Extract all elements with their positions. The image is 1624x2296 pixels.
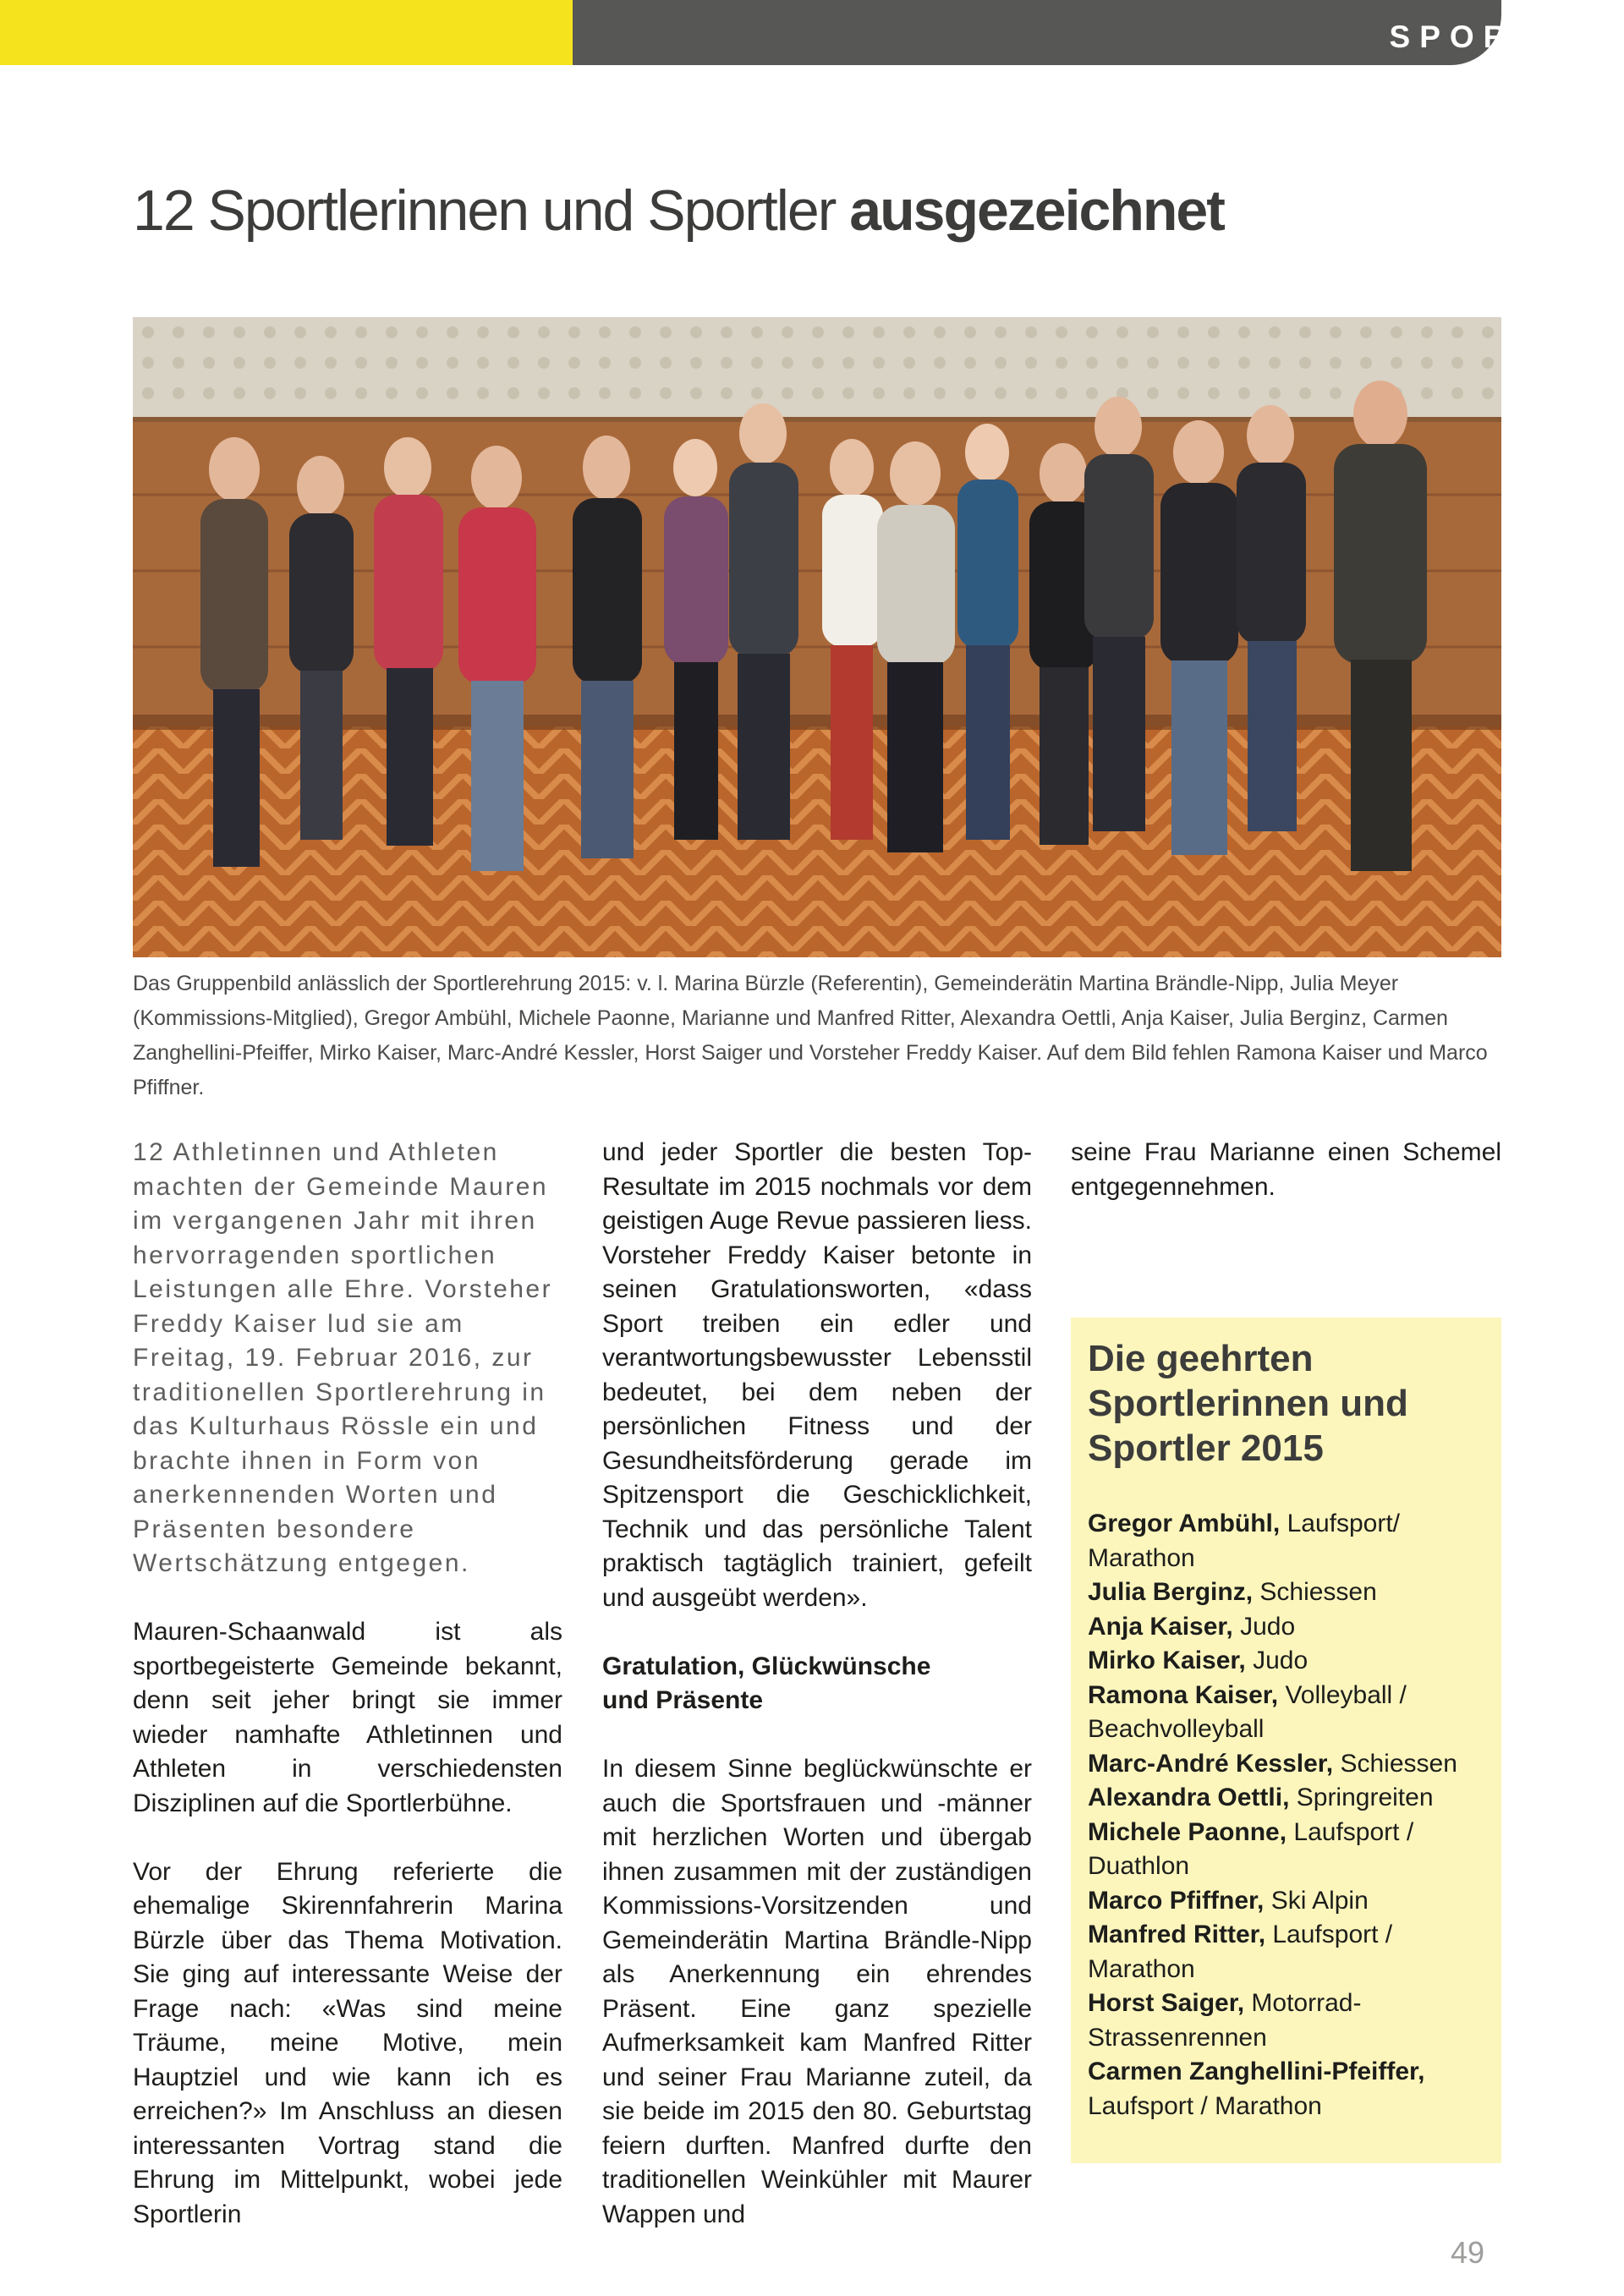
honoree-sport: Springreiten [1296, 1784, 1434, 1811]
section-label: SPORT [1389, 19, 1544, 54]
honoree-sport: Judo [1240, 1612, 1296, 1641]
lead-paragraph: 12 Athletinnen und Athleten machten der Gemeinde Mauren im vergangenen Jahr mit ihren hervorragenden sportlichen Leistungen alle Ehre. Vorsteher Freddy Kaiser lud sie am Freitag, 19. Februar 2016, zur traditionellen Sportlerehrung in das Kulturhaus Rössle ein und brachte ihnen in Form von anerkennenden Worten und Präsenten besondere Wertschätzung entgegen. [133, 1138, 553, 1577]
honoree-name: Marco Pfiffner, [1088, 1886, 1265, 1915]
title-bold: ausgezeichnet [849, 178, 1224, 243]
body-paragraph-5: seine Frau Marianne einen Schemel entgegennehmen. [1071, 1138, 1501, 1201]
header-section-bar [573, 0, 1501, 65]
subheading-line-1: Gratulation, Glückwünsche [602, 1652, 931, 1680]
body-paragraph-3: und jeder Sportler die besten Top-Resultate im 2015 nochmals vor dem geistigen Auge Revue passieren liess. Vorsteher Freddy Kaiser betonte in seinen Gratulationsworten, «dass Sport treiben ein edler und verantwortungsbewusster Lebensstil bedeutet, bei dem neben der persönlichen Fitness und der Gesundheitsförderung gerade im Spitzensport die Geschicklichkeit, Technik und das persönliche Talent praktisch tagtäglich trainiert, gefeilt und ausgeübt werden». [602, 1138, 1032, 1612]
honoree-name: Gregor Ambühl, [1088, 1510, 1281, 1537]
article-title [133, 178, 1224, 244]
subheading-line-2: und Präsente [602, 1686, 764, 1714]
honorees-list [1088, 1507, 1485, 2123]
body-paragraph-4: In diesem Sinne beglückwünschte er auch die Sportsfrauen und -männer mit herzlichen Worten und übergab ihnen zusammen mit der zuständigen Kommissions-Vorsitzenden und Gemeinderätin Martina Brändle-Nipp als Anerkennung ein ehrendes Präsent. Eine ganz spezielle Aufmerksamkeit kam Manfred Ritter und seiner Frau Marianne zuteil, da sie beide im 2015 den 80. Geburtstag feiern durften. Manfred durfte den traditionellen Weinkühler mit Maurer Wappen und [602, 1755, 1032, 2228]
honoree-sport: Laufsport / Marathon [1088, 2091, 1322, 2120]
honoree-item [1088, 1986, 1485, 2055]
honoree-name: Ramona Kaiser, [1088, 1680, 1279, 1709]
honoree-name: Anja Kaiser, [1088, 1612, 1233, 1641]
honorees-title: Die geehrten Sportlerinnen und Sportler 2015 [1088, 1338, 1408, 1469]
honoree-item [1088, 1644, 1485, 1679]
honoree-name: Horst Saiger, [1088, 1989, 1245, 2017]
honoree-item [1088, 1679, 1485, 1747]
honoree-item [1088, 1747, 1485, 1782]
honoree-sport: Volleyball / Beachvolleyball [1088, 1680, 1407, 1743]
honoree-name: Alexandra Oettli, [1088, 1784, 1290, 1811]
honoree-item [1088, 1507, 1485, 1575]
title-regular: 12 Sportlerinnen und Sportler [133, 178, 836, 243]
honoree-name: Julia Berginz, [1088, 1578, 1254, 1606]
body-paragraph-2: Vor der Ehrung referierte die ehemalige Skirennfahrerin Marina Bürzle über das Thema Motivation. Sie ging auf interessante Weise der Frage nach: «Was sind meine Träume, meine Motive, mein Hauptziel und wie kann ich es erreichen?» Im Anschluss an diesen interessanten Vortrag stand die Ehrung im Mittelpunkt, wobei jede Sportlerin [133, 1857, 562, 2228]
column-1 [133, 1136, 562, 2266]
honoree-sport: Laufsport/ Marathon [1088, 1510, 1400, 1572]
honoree-item [1088, 1884, 1485, 1919]
honoree-name: Mirko Kaiser, [1088, 1647, 1246, 1674]
honoree-item [1088, 1575, 1485, 1610]
honoree-sport: Laufsport / Marathon [1088, 1921, 1393, 1983]
honoree-sport: Schiessen [1259, 1578, 1377, 1606]
honoree-name: Manfred Ritter, [1088, 1921, 1266, 1948]
honoree-item [1088, 1781, 1485, 1816]
honorees-box [1071, 1318, 1501, 2163]
subheading [602, 1650, 1032, 1718]
header-accent-bar [0, 0, 573, 65]
body-paragraph-1: Mauren-Schaanwald ist als sportbegeisterte Gemeinde bekannt, denn seit jeher bringt sie immer wieder namhafte Athletinnen und Athleten in verschiedensten Disziplinen auf die Sportlerbühne. [133, 1618, 562, 1817]
group-photo [133, 317, 1501, 957]
column-3 [1071, 1136, 1501, 1239]
column-2 [602, 1136, 1032, 2266]
honoree-sport: Ski Alpin [1270, 1886, 1369, 1915]
honoree-item [1088, 1918, 1485, 1986]
honoree-name: Michele Paonne, [1088, 1817, 1287, 1846]
honoree-sport: Motorrad-Strassenrennen [1088, 1989, 1362, 2052]
honoree-sport: Judo [1253, 1647, 1309, 1674]
honoree-item [1088, 2055, 1485, 2123]
honoree-item [1088, 1610, 1485, 1645]
honoree-name: Carmen Zanghellini-Pfeiffer, [1088, 2058, 1425, 2085]
honoree-sport: Laufsport / Duathlon [1088, 1817, 1414, 1880]
photo-caption: Das Gruppenbild anlässlich der Sportlerehrung 2015: v. l. Marina Bürzle (Referentin), Gemeinderätin Martina Brändle-Nipp, Julia Meyer (Kommissions-Mitglied), Gregor Ambühl, Michele Paonne, Marianne und Manfred Ritter, Alexandra Oettli, Anja Kaiser, Julia Berginz, Carmen Zanghellini-Pfeiffer, Mirko Kaiser, Marc-André Kessler, Horst Saiger und Vorsteher Freddy Kaiser. Auf dem Bild fehlen Ramona Kaiser und Marco Pfiffner. [133, 972, 1488, 1099]
honoree-name: Marc-André Kessler, [1088, 1749, 1334, 1778]
honoree-sport: Schiessen [1340, 1749, 1457, 1778]
honoree-item [1088, 1816, 1485, 1884]
page-number: 49 [1450, 2235, 1484, 2270]
